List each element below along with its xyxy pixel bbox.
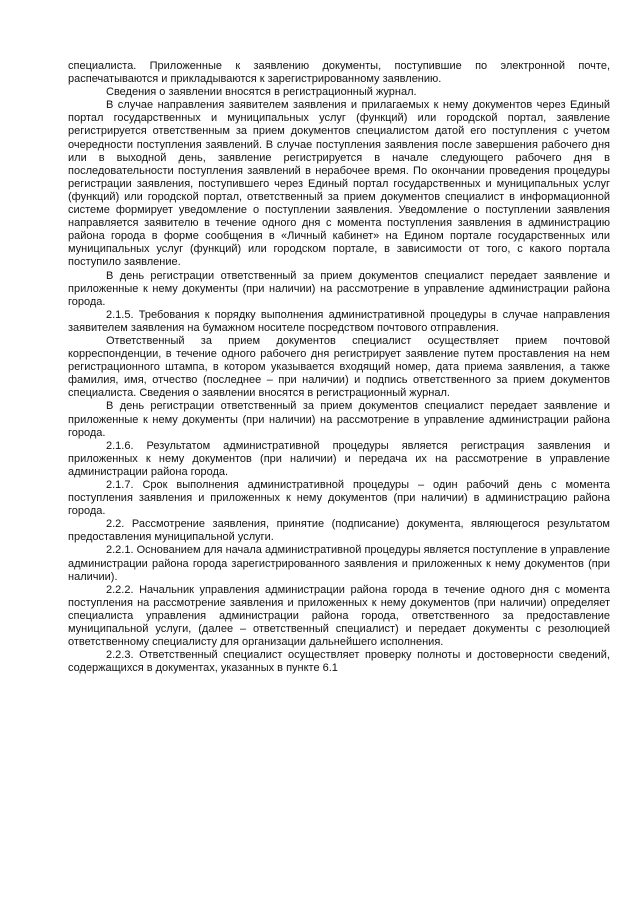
paragraph-continuation: специалиста. Приложенные к заявлению документы, поступившие по электронной почте, распечатываются и прикладываются к зарегистрированному заявлению. (68, 60, 610, 86)
paragraph-transfer-day-2: В день регистрации ответственный за прием документов специалист передает заявление и приложенные к нему документы (при наличии) на рассмотрение в управление администрации района города. (68, 400, 610, 439)
paragraph-2-1-7: 2.1.7. Срок выполнения административной процедуры – один рабочий день с момента поступления заявления и приложенных к нему документов (при наличии) в администрацию района города. (68, 479, 610, 518)
paragraph-postal-reception: Ответственный за прием документов специалист осуществляет прием почтовой корреспонденции, в течение одного рабочего дня регистрирует заявление путем проставления на нем регистрационного штампа, в котором указывается входящий номер, дата приема заявления, а также фамилия, имя, отчество (последнее – при наличии) и подпись ответственного за прием документов специалиста. Сведения о заявлении вносятся в регистрационный журнал. (68, 334, 610, 400)
paragraph-2-2-2: 2.2.2. Начальник управления администрации района города в течение одного дня с момента поступления на рассмотрение заявления и приложенных к нему документов (при наличии) определяет специалиста управления администрации района города, ответственного за предоставление муниципальной услуги, (далее – ответственный специалист) и передает документы с резолюцией ответственному специалисту для организации дальнейшего исполнения. (68, 583, 610, 649)
paragraph-journal-entry: Сведения о заявлении вносятся в регистрационный журнал. (106, 86, 417, 99)
paragraph-2-2: 2.2. Рассмотрение заявления, принятие (подписание) документа, являющегося результатом предоставления муниципальной услуги. (68, 518, 610, 544)
paragraph-portal-submission: В случае направления заявителем заявления и прилагаемых к нему документов через Единый портал государственных и муниципальных услуг (функций) или городской портал, заявление регистрируется ответственным за прием документов специалистом датой его поступления с учетом очередности поступления заявлений. В случае поступления заявления после завершения рабочего дня или в выходной день, заявление регистрируется в начале следующего рабочего дня в последовательности поступления заявлений в нерабочее время. По окончании проведения процедуры регистрации заявления, поступившего через Единый портал государственных и муниципальных услуг (функций) или городской портал, ответственный за прием документов специалист в информационной системе формирует уведомление о поступлении заявления. Уведомление о поступлении заявления направляется заявителю в течение одного дня с момента поступления заявления в администрацию района города в форме сообщения в «Личный кабинет» на Едином портале государственных или муниципальных услуг (функций) или городском портале, в зависимости от того, с какого портала поступило заявление. (68, 99, 610, 269)
paragraph-transfer-day: В день регистрации ответственный за прием документов специалист передает заявление и приложенные к нему документы (при наличии) на рассмотрение в управление администрации района города. (68, 269, 610, 308)
paragraph-2-1-5: 2.1.5. Требования к порядку выполнения административной процедуры в случае направления заявителем заявления на бумажном носителе посредством почтового отправления. (68, 308, 610, 334)
paragraph-2-2-1: 2.2.1. Основанием для начала административной процедуры является поступление в управление администрации района города зарегистрированного заявления и приложенных к нему документов (при наличии). (68, 544, 610, 583)
paragraph-2-1-6: 2.1.6. Результатом административной процедуры является регистрация заявления и приложенных к нему документов (при наличии) и передача их на рассмотрение в управление администрации района города. (68, 439, 610, 478)
paragraph-2-2-3: 2.2.3. Ответственный специалист осуществляет проверку полноты и достоверности сведений, содержащихся в документах, указанных в пункте 6.1 (68, 649, 610, 675)
